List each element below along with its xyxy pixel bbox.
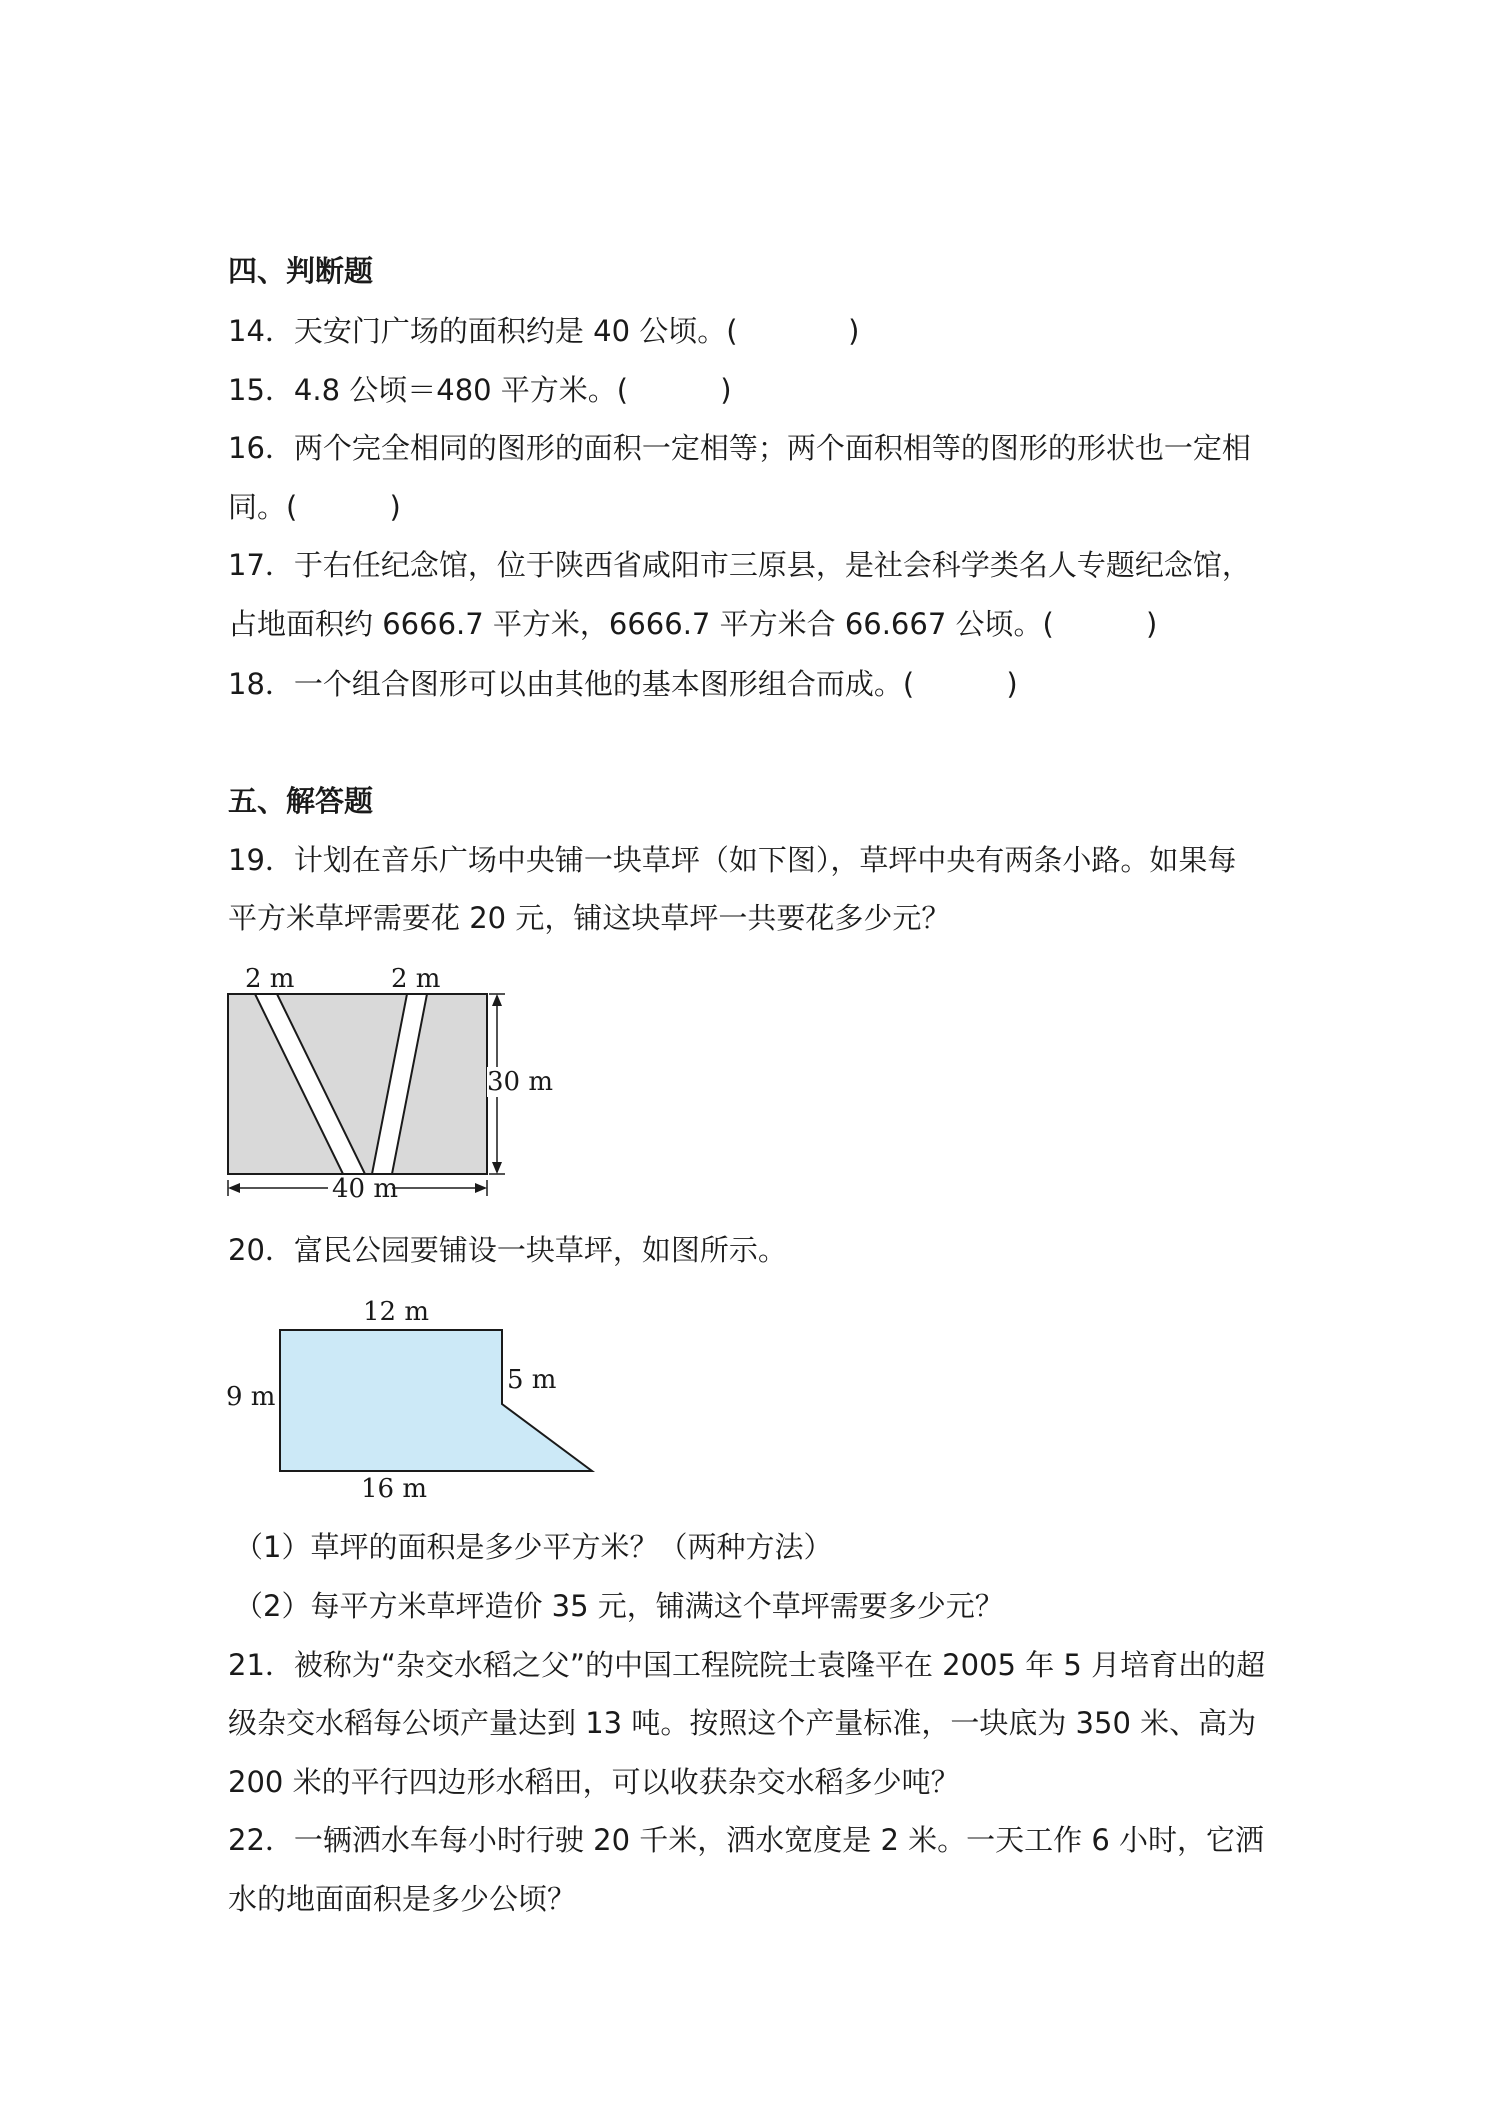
question-16-line-1: 16．两个完全相同的图形的面积一定相等；两个面积相等的图形的形状也一定相: [228, 431, 1251, 465]
right-path-width-label: 2 m: [391, 964, 441, 994]
question-16-line-2: 同。( ): [228, 490, 401, 524]
question-21-line-1: 21．被称为“杂交水稻之父”的中国工程院院士袁隆平在 2005 年 5 月培育出的超: [228, 1648, 1266, 1682]
question-19-line-1: 19．计划在音乐广场中央铺一块草坪（如下图），草坪中央有两条小路。如果每: [228, 843, 1237, 877]
question-19-line-2: 平方米草坪需要花 20 元，铺这块草坪一共要花多少元？: [228, 901, 951, 935]
question-22-line-1: 22．一辆洒水车每小时行驶 20 千米，洒水宽度是 2 米。一天工作 6 小时，它洒: [228, 1823, 1265, 1857]
question-14: 14．天安门广场的面积约是 40 公顷。( ): [228, 314, 860, 348]
lawn-rectangle: [228, 994, 487, 1174]
question-20-sub-1: （1）草坪的面积是多少平方米？（两种方法）: [234, 1530, 833, 1564]
figure-19-svg: [215, 955, 554, 1205]
question-21-line-2: 级杂交水稻每公顷产量达到 13 吨。按照这个产量标准，一块底为 350 米、高为: [228, 1706, 1257, 1740]
lawn-shape: [280, 1330, 592, 1471]
right-length-label: 5 m: [507, 1365, 557, 1395]
width-label: 40 m: [332, 1174, 399, 1204]
question-20-sub-2: （2）每平方米草坪造价 35 元，铺满这个草坪需要多少元？: [234, 1589, 1004, 1623]
left-length-label: 9 m: [226, 1382, 276, 1412]
figure-19-lawn-with-paths: [215, 955, 554, 1209]
question-21-line-3: 200 米的平行四边形水稻田，可以收获杂交水稻多少吨？: [228, 1765, 960, 1799]
width-arrow-right: [475, 1183, 487, 1193]
question-20: 20．富民公园要铺设一块草坪，如图所示。: [228, 1233, 787, 1267]
height-arrow-bottom: [492, 1162, 502, 1174]
height-label: 30 m: [487, 1067, 554, 1097]
question-15: 15．4.8 公顷＝480 平方米。( ): [228, 373, 732, 407]
width-arrow-left: [228, 1183, 240, 1193]
left-path-width-label: 2 m: [245, 964, 295, 994]
question-17-line-2: 占地面积约 6666.7 平方米，6666.7 平方米合 66.667 公顷。( ): [228, 607, 1158, 641]
bottom-length-label: 16 m: [361, 1474, 428, 1504]
question-22-line-2: 水的地面面积是多少公顷？: [228, 1882, 577, 1916]
height-arrow-top: [492, 994, 502, 1006]
section-4-title: 四、判断题: [228, 254, 374, 288]
figure-20-park-lawn: [215, 1290, 615, 1504]
question-17-line-1: 17．于右任纪念馆，位于陕西省咸阳市三原县，是社会科学类名人专题纪念馆，: [228, 548, 1251, 582]
section-5-title: 五、解答题: [228, 784, 374, 818]
question-18: 18．一个组合图形可以由其他的基本图形组合而成。( ): [228, 667, 1018, 701]
figure-20-svg: [215, 1290, 615, 1504]
top-length-label: 12 m: [363, 1297, 430, 1327]
